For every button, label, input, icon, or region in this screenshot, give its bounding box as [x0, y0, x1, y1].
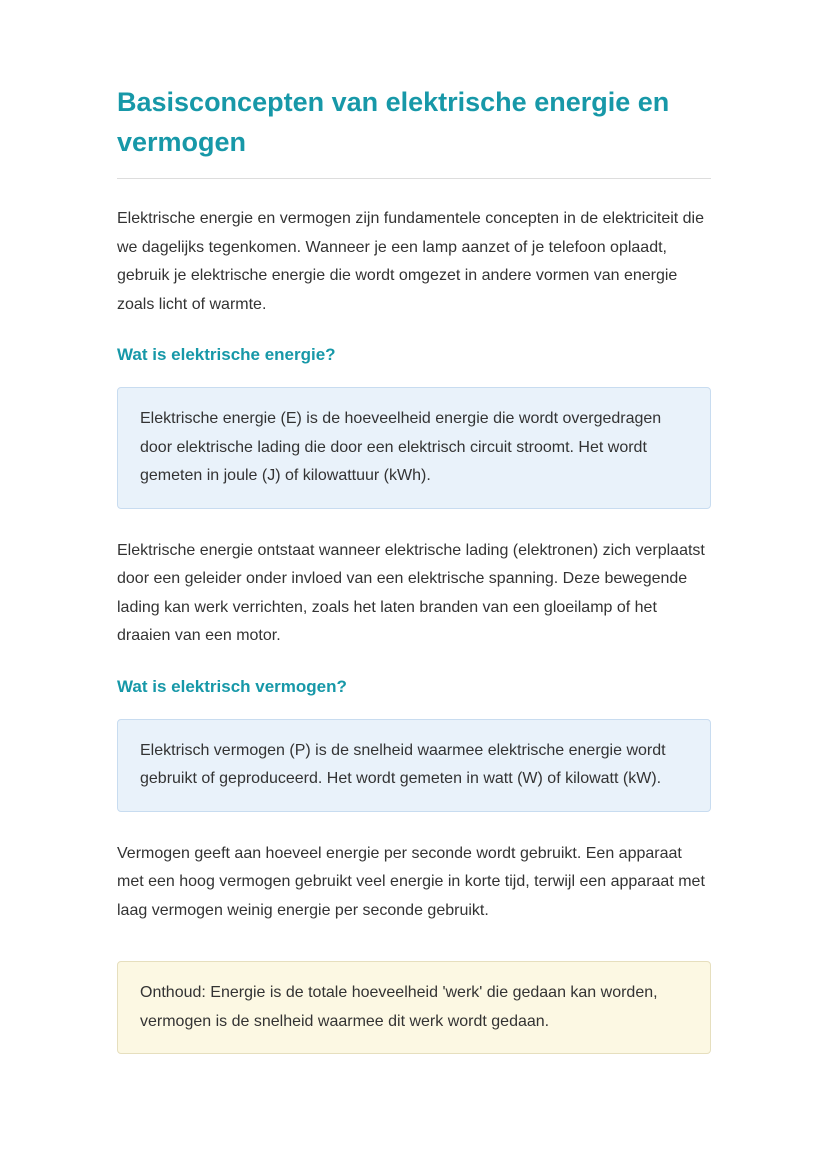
- section-heading-elektrisch-vermogen: Wat is elektrisch vermogen?: [117, 676, 347, 696]
- definition-box-elektrisch-vermogen: [117, 719, 711, 812]
- section-body-elektrisch-vermogen: Vermogen geeft aan hoeveel energie per seconde wordt gebruikt. Een apparaat met een hoog vermogen gebruikt veel energie in korte tijd, terwijl een apparaat met laag vermogen weinig energie per seconde gebruikt.: [117, 844, 705, 919]
- note-box: [117, 961, 711, 1054]
- definition-text-elektrisch-vermogen: Elektrisch vermogen (P) is de snelheid waarmee elektrische energie wordt gebruikt of geproduceerd. Het wordt gemeten in watt (W) of kilowatt (kW).: [140, 741, 666, 787]
- page-title: Basisconcepten van elektrische energie en vermogen: [117, 87, 670, 157]
- section-heading-elektrische-energie: Wat is elektrische energie?: [117, 345, 336, 364]
- definition-text-elektrische-energie: Elektrische energie (E) is de hoeveelheid energie die wordt overgedragen door elektrische lading die door een elektrisch circuit stroomt. Het wordt gemeten in joule (J) of kilowattuur (kWh).: [140, 410, 662, 484]
- intro-paragraph: Elektrische energie en vermogen zijn fundamentele concepten in de elektriciteit die we dagelijks tegenkomen. Wanneer je een lamp aanzet of je telefoon oplaadt, gebruik je elektrische energie die wordt omgezet in andere vormen van energie zoals licht of warmte.: [117, 210, 705, 313]
- section-body-elektrische-energie: Elektrische energie ontstaat wanneer elektrische lading (elektronen) zich verplaatst door een geleider onder invloed van een elektrische spanning. Deze bewegende lading kan werk verrichten, zoals het laten branden van een gloeilamp of het draaien van een motor.: [117, 541, 705, 644]
- title-divider: [117, 178, 711, 179]
- definition-box-elektrische-energie: [117, 387, 711, 509]
- note-text: Onthoud: Energie is de totale hoeveelheid 'werk' die gedaan kan worden, vermogen is de snelheid waarmee dit werk wordt gedaan.: [140, 984, 658, 1030]
